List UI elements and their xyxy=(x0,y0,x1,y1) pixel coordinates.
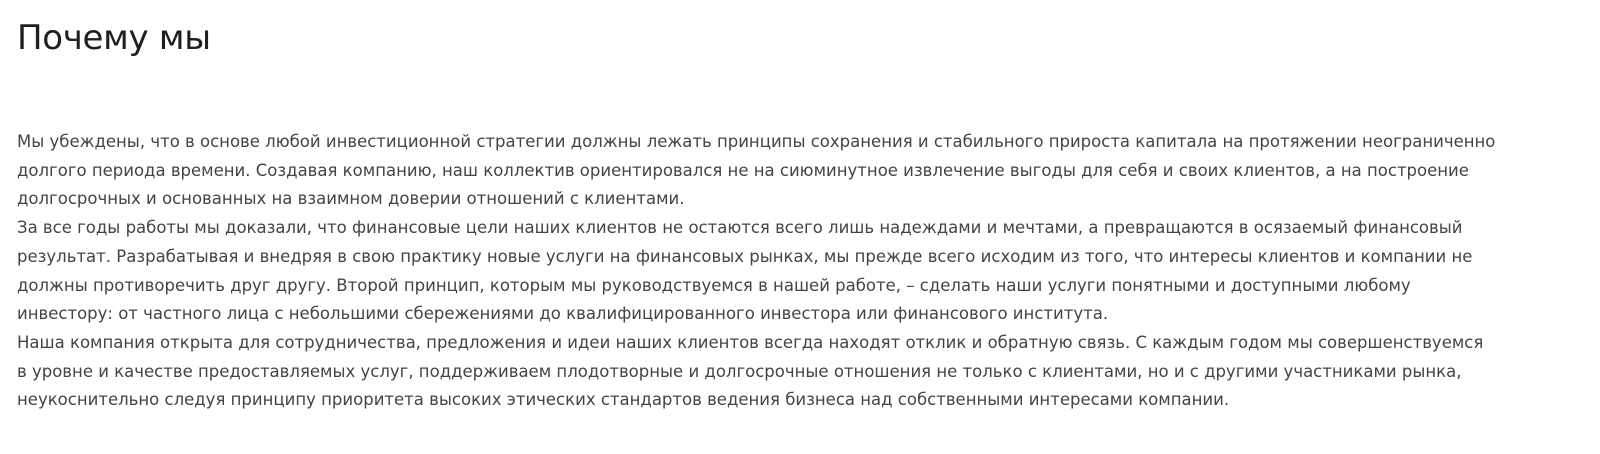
paragraph-cooperation: Наша компания открыта для сотрудничества, предложения и идеи наших клиентов всегда находят отклик и обратную связь. С каждым годом мы совершенствуемся в уровне и качестве предоставляемых услуг, поддерживаем плодотворные и долгосрочные отношения не только с клиентами, но и с другими участниками рынка, неукоснительно следуя принципу приоритета высоких этических стандартов ведения бизнеса над собственными интересами компании. xyxy=(17,332,1484,410)
why-us-section xyxy=(17,0,1497,415)
section-body xyxy=(17,128,1497,415)
page-title: Почему мы xyxy=(17,18,211,58)
paragraph-principles: Мы убеждены, что в основе любой инвестиционной стратегии должны лежать принципы сохранения и стабильного прироста капитала на протяжении неограниченно долгого периода времени. Создавая компанию, наш коллектив ориентировался не на сиюминутное извлечение выгоды для себя и своих клиентов, а на построение долгосрочных и основанных на взаимном доверии отношений с клиентами. xyxy=(17,132,1496,209)
paragraph-results: За все годы работы мы доказали, что финансовые цели наших клиентов не остаются всего лишь надеждами и мечтами, а превращаются в осязаемый финансовый результат. Разрабатывая и внедряя в свою практику новые услуги на финансовых рынках, мы прежде всего исходим из того, что интересы клиентов и компании не должны противоречить друг другу. Второй принцип, которым мы руководствуемся в нашей работе, – сделать наши услуги понятными и доступными любому инвестору: от частного лица с небольшими сбережениями до квалифицированного инвестора или финансового института. xyxy=(17,218,1473,324)
